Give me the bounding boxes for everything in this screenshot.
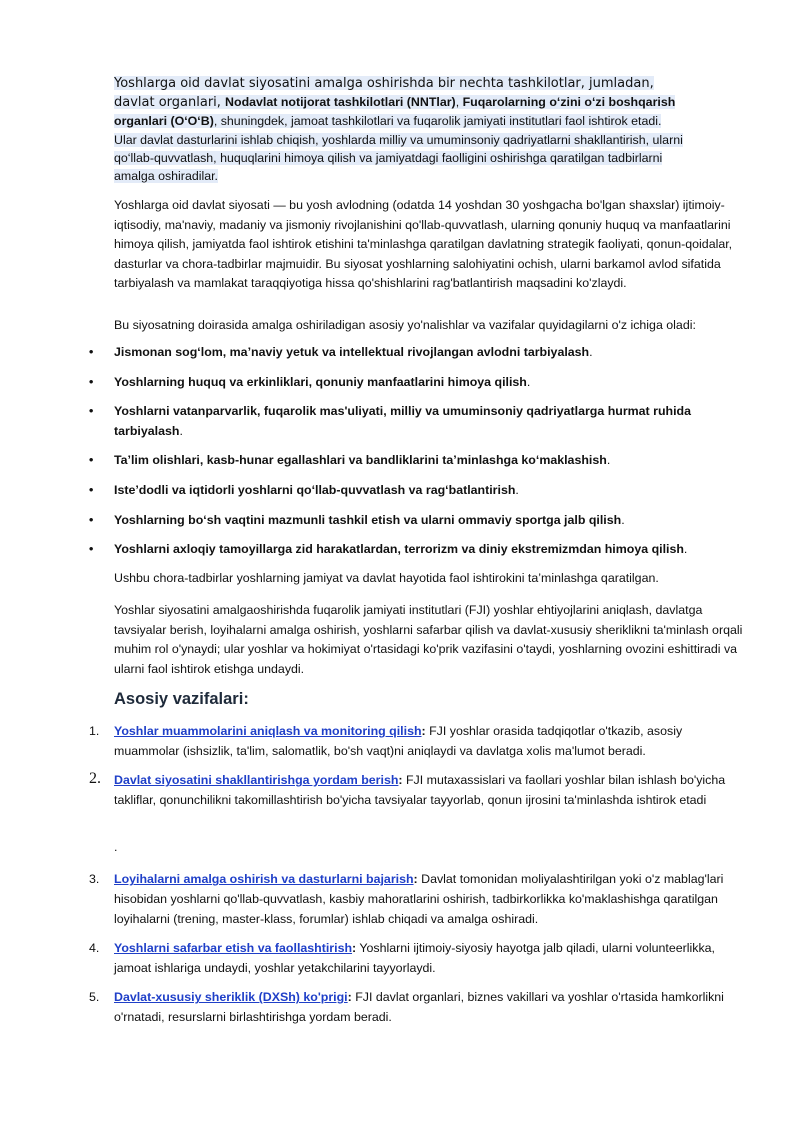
task-link-projects[interactable]: Loyihalarni amalga oshirish va dasturlarni bajarish [114, 872, 414, 887]
item-text: FJI yoshlar orasida tadqiqotlar o'tkazib, asosiy muammolar (ishsizlik, ta'lim, salomatlik, bo'sh vaqt)ni aniqlaydi va davlatga xolis ma'lumot beradi. [114, 724, 683, 758]
task-link-mobilize[interactable]: Yoshlarni safarbar etish va faollashtirish [114, 941, 353, 956]
list-item [0, 451, 714, 471]
list-item [0, 988, 744, 1027]
bullet-period: . [683, 542, 688, 557]
intro-paragraph [114, 74, 686, 185]
bullet-text: Yoshlarning bo‘sh vaqtini mazmunli tashkil etish va ularni ommaviy sportga jalb qilish [114, 512, 622, 527]
item-colon: : [347, 990, 352, 1005]
civil-society-paragraph: Yoshlar siyosatini amalgaoshirishda fuqarolik jamiyati institutlari (FJI) yoshlar ehtiyojlarini aniqlash, davlatga tavsiyalar berish, loyihalarni amalga oshirish, yoshlarni safarbar qilish va davlat-xususiy sheriklikni ta'minlash orqali muhim rol o'ynaydi; ular yoshlar va hokimiyat o'rtasidagi ko'prik vazifasini o'taydi, yoshlarning ovozini eshittiradi va ularni faol ishtirok etishga undaydi. [114, 603, 743, 676]
bullet-text: Iste’dodli va iqtidorli yoshlarni qo‘llab-quvvatlash va rag‘batlantirish [114, 482, 516, 497]
item-number: 5. [89, 990, 100, 1005]
list-item [0, 481, 714, 501]
task-link-policy[interactable]: Davlat siyosatini shakllantirishga yordam berish [114, 773, 399, 788]
item-colon: : [398, 773, 403, 788]
item-text: Yoshlarni ijtimoiy-siyosiy hayotga jalb qiladi, ularni volunteerlikka, jamoat ishlariga undaydi, yoshlar yetakchilarini tayyorlaydi. [114, 941, 715, 975]
item-text: FJI davlat organlari, biznes vakillari va yoshlar o'rtasida hamkorlikni o'rnatadi, resurslarni birlashtirishga yordam beradi. [114, 990, 724, 1024]
bullet-text: Jismonan sog‘lom, ma’naviy yetuk va intellektual rivojlangan avlodni tarbiyalash [114, 345, 590, 359]
intro-bold-nnt: Nodavlat notijorat tashkilotlari (NNTlar) [225, 95, 456, 110]
list-item [0, 771, 744, 810]
bullet-icon: • [89, 482, 94, 497]
list-item [0, 722, 744, 761]
bullet-period: . [179, 423, 183, 438]
item-text: FJI mutaxassislari va faollari yoshlar bilan ishlash bo'yicha takliflar, qonunchilikni takomillashtirish bo'yicha tavsiyalar tayyorlab, qonun ijrosini ta'minlashda ishtirok etadi [114, 773, 726, 807]
task-link-partnership[interactable]: Davlat-xususiy sheriklik (DXSh) ko'prigi [114, 990, 348, 1005]
item-colon: : [413, 872, 418, 887]
bullet-period: . [515, 482, 519, 497]
item-colon: : [421, 724, 426, 738]
list-item [0, 373, 714, 393]
intro-bold-oob: Fuqarolarning o‘zini o‘zi boshqarish organlari (O‘O‘B) [114, 95, 676, 129]
intro-rest-text: , shuningdek, jamoat tashkilotlari va fuqarolik jamiyati institutlari faol ishtirok etadi. Ular davlat dasturlarini ishlab chiqish, yoshlarda milliy va umuminsoniy qadriyatlarni shakllantirish, ularni qo‘llab-quvvatlash, huquqlarini himoya qilish va jamiyatdagi faolligini oshirishga qaratilgan tadbirlarni amalga oshiradilar. [114, 114, 683, 184]
intro-separator: , [455, 95, 463, 110]
tasks-numbered-list [0, 722, 800, 1028]
intro-lead-text: Yoshlarga oid davlat siyosatini amalga oshirishda bir nechta tashkilotlar, jumladan, davlat organlari, [114, 76, 654, 111]
bullet-icon: • [89, 512, 94, 527]
bullet-icon: • [89, 542, 94, 557]
directions-bullet-list [0, 343, 800, 570]
list-item [0, 939, 744, 978]
item-number: 3. [89, 872, 100, 887]
bullet-text: Yoshlarning huquq va erkinliklari, qonuniy manfaatlarini himoya qilish [114, 374, 527, 389]
item-colon: : [352, 941, 357, 956]
bullet-text: Ta’lim olishlari, kasb-hunar egallashlari va bandliklarini ta’minlashga ko‘maklashish [114, 453, 607, 468]
bullet-icon: • [89, 453, 94, 468]
task-link-monitoring[interactable]: Yoshlar muammolarini aniqlash va monitoring qilish [114, 724, 422, 738]
list-item [0, 343, 714, 363]
bullet-period: . [621, 512, 625, 527]
section-heading: Asosiy vazifalari: [114, 690, 249, 708]
bullet-text: Yoshlarni vatanparvarlik, fuqarolik mas'uliyati, milliy va umuminsoniy qadriyatlarga hurmat ruhida tarbiyalash [114, 404, 691, 438]
item-number: 1. [89, 724, 100, 738]
list-item [0, 511, 714, 531]
bullet-icon: • [89, 345, 94, 359]
list-item [0, 870, 744, 929]
definition-paragraph: Yoshlarga oid davlat siyosati — bu yosh avlodning (odatda 14 yoshdan 30 yoshgacha bo'lgan shaxslar) ijtimoiy-iqtisodiy, ma'naviy, madaniy va jismoniy rivojlanishini qo'llab-quvvatlash, ularning qonuniy huquq va manfaatlarini himoya qilish, jamiyatda faol ishtirok etishini ta'minlashga qaratilgan davlatning strategik faoliyati, qonun-qoidalar, dasturlar va chora-tadbirlar majmuidir. Bu siyosat yoshlarning salohiyatini ochish, ularni barkamol avlod sifatida tarbiyalash va mamlakat taraqqiyotiga hissa qo'shishlarini rag'batlantirish maqsadini ko'zlaydi. [114, 198, 733, 291]
bullet-period: . [606, 453, 611, 468]
bullet-period: . [589, 345, 593, 359]
bullet-icon: • [89, 374, 94, 389]
item-text: Davlat tomonidan moliyalashtirilgan yoki o'z mablag'lari hisobidan yoshlarni qo'llab-quvvatlash, kasbiy mahoratlarini oshirish, tadbirkorlikka ko'maklashishga qaratilgan loyihalarni (trening, master-klass, forumlar) ishlab chiqadi va amalga oshiradi. [114, 872, 724, 926]
list-item [0, 402, 714, 441]
item-number: 2. [89, 770, 101, 788]
item-number: 4. [89, 941, 100, 956]
directions-intro-paragraph: Bu siyosatning doirasida amalga oshiriladigan asosiy yo'nalishlar va vazifalar quyidagilarni o'z ichiga oladi: [114, 318, 696, 332]
stray-period: . [114, 840, 118, 854]
bullet-text: Yoshlarni axloqiy tamoyillarga zid harakatlardan, terrorizm va diniy ekstremizmdan himoya qilish [114, 542, 684, 557]
bullet-period: . [526, 374, 531, 389]
highlighted-selection [114, 76, 683, 183]
summary-paragraph: Ushbu chora-tadbirlar yoshlarning jamiyat va davlat hayotida faol ishtirokini ta’minlashga qaratilgan. [114, 571, 659, 585]
list-item [0, 540, 714, 560]
bullet-icon: • [89, 404, 94, 419]
